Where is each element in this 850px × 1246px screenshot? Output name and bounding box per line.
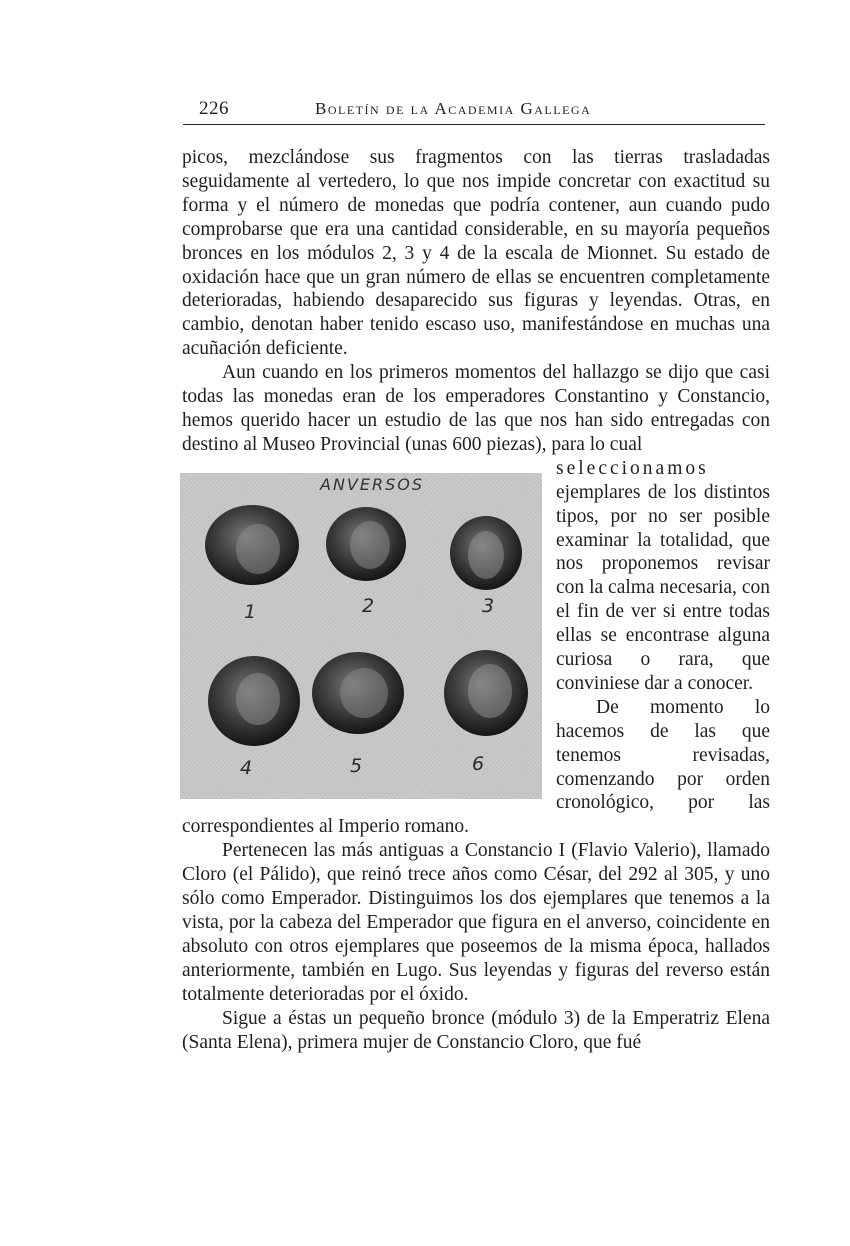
paragraph-2 [182, 361, 770, 457]
coin-1 [205, 505, 299, 585]
paragraph-4: Pertenecen las más antiguas a Constancio I (Flavio Valerio), llamado Cloro (el Pálido), que reinó trece años como César, del 292 al 305, y uno sólo como Emperador. Distinguimos los dos ejemplares que tenemos a la vista, por la cabeza del Emperador que figura en el anverso, coincidente en absoluto con otros ejemplares que poseemos de la misma época, hallados anteriormente, también en Lugo. Sus leyendas y figuras del reverso están totalmente deterioradas por el óxido. [182, 840, 770, 1005]
page-number: 226 [199, 98, 229, 119]
coin-plate-photo [180, 473, 542, 799]
coin-4 [208, 656, 300, 746]
coin-6 [444, 650, 528, 736]
page-header [183, 96, 765, 125]
paragraph-3: De momento lo hacemos de las que tenemos revisadas, comenzando por orden cronológico, por las correspondientes al Imperio romano. [182, 696, 770, 838]
paragraph-2-start: Aun cuando en los primeros momentos del hallazgo se dijo que casi todas las monedas eran de los emperadores Constantino y Constancio, hemos querido hacer un estudio de las que nos han sido entregadas con destino al Museo Provincial (unas 600 piezas), para lo cual [182, 362, 770, 455]
spaced-word: seleccionamos [556, 457, 709, 479]
coin-3 [450, 516, 522, 590]
coin-number-5: 5 [350, 754, 363, 777]
coin-2 [326, 507, 406, 581]
coin-illustration [180, 473, 542, 799]
coin-5 [312, 652, 404, 734]
coin-number-1: 1 [244, 600, 257, 623]
body-text [182, 146, 770, 1054]
paragraph-2-end: ejemplares de los distintos tipos, por no ser posible examinar la totalidad, que nos proponemos revisar con la calma necesaria, con el fin de ver si entre todas ellas se encontrase alguna curiosa o rara, que conviniese dar a conocer. [556, 481, 770, 694]
coin-number-6: 6 [472, 752, 485, 775]
coin-number-4: 4 [240, 756, 253, 779]
coin-number-2: 2 [362, 594, 375, 617]
coin-number-3: 3 [482, 594, 495, 617]
paragraph-5: Sigue a éstas un pequeño bronce (módulo 3) de la Emperatriz Elena (Santa Elena), primera mujer de Constancio Cloro, que fué [182, 1007, 770, 1053]
running-title: Boletín de la Academia Gallega [315, 99, 592, 118]
paragraph-1: picos, mezclándose sus fragmentos con las tierras trasladadas seguidamente al vertedero, lo que nos impide concretar con exactitud su forma y el número de monedas que podría contener, aun cuando pudo comprobarse que era una cantidad considerable, en su mayoría pequeños bronces en los módulos 2, 3 y 4 de la escala de Mionnet. Su estado de oxidación hace que un gran número de ellas se encuentren completamente deterioradas, habiendo desaparecido sus figuras y leyendas. Otras, en cambio, denotan haber tenido escaso uso, manifestándose en muchas una acuñación deficiente. [182, 147, 770, 360]
plate-label: ANVERSOS [320, 474, 424, 494]
